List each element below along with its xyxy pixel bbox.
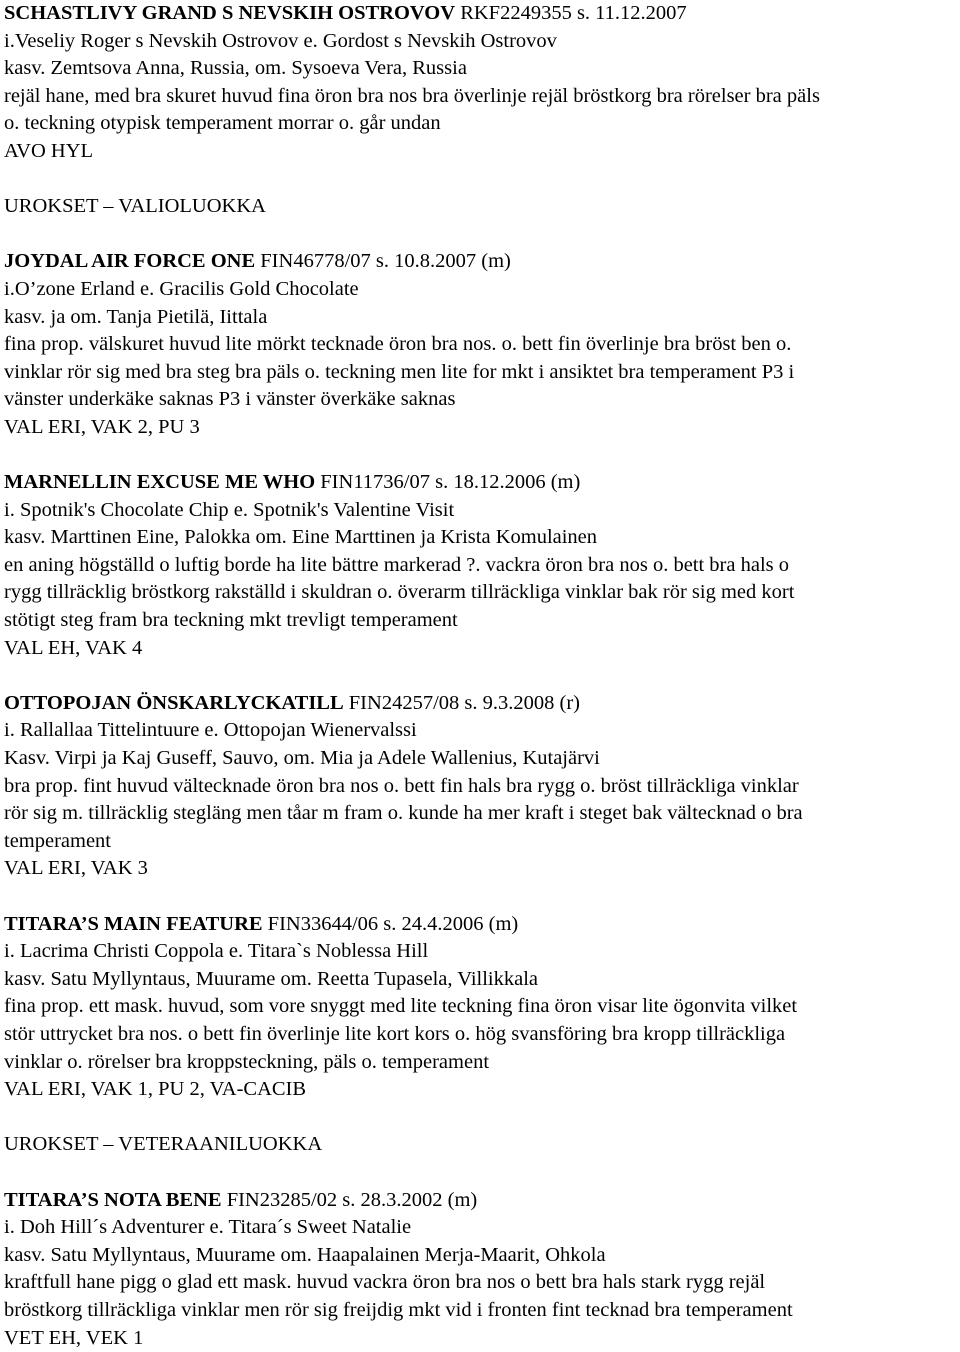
registration-info: FIN23285/02 s. 28.3.2002 (m): [222, 1189, 478, 1211]
line-text: i.O’zone Erland e. Gracilis Gold Chocolate: [4, 278, 359, 300]
entry-heading-line: [4, 0, 956, 28]
line-text: Kasv. Virpi ja Kaj Guseff, Sauvo, om. Mia ja Adele Wallenius, Kutajärvi: [4, 747, 600, 769]
text-line: [4, 1214, 956, 1242]
line-text: rör sig m. tillräcklig stegläng men tåar m fram o. kunde ha mer kraft i steget bak vältecknad o bra: [4, 802, 803, 824]
blank-line: [4, 662, 956, 690]
text-line: [4, 193, 956, 221]
line-text: i. Doh Hill´s Adventurer e. Titara´s Sweet Natalie: [4, 1216, 411, 1238]
text-line: [4, 497, 956, 525]
line-text: kraftfull hane pigg o glad ett mask. huvud vackra öron bra nos o bett bra hals stark rygg rejäl: [4, 1271, 765, 1293]
line-text: o. teckning otypisk temperament morrar o. går undan: [4, 112, 441, 134]
line-text: VET EH, VEK 1: [4, 1327, 143, 1349]
text-line: [4, 1269, 956, 1297]
blank-line: [4, 221, 956, 249]
line-text: VAL EH, VAK 4: [4, 637, 142, 659]
line-text: kasv. Zemtsova Anna, Russia, om. Sysoeva Vera, Russia: [4, 57, 467, 79]
entry-heading-line: [4, 469, 956, 497]
text-line: [4, 138, 956, 166]
text-line: [4, 1131, 956, 1159]
line-text: i. Lacrima Christi Coppola e. Titara`s Noblessa Hill: [4, 940, 428, 962]
text-line: [4, 745, 956, 773]
registration-info: FIN46778/07 s. 10.8.2007 (m): [255, 250, 511, 272]
blank-line: [4, 883, 956, 911]
line-text: kasv. Satu Myllyntaus, Muurame om. Reetta Tupasela, Villikkala: [4, 968, 538, 990]
line-text: AVO HYL: [4, 140, 93, 162]
text-line: [4, 524, 956, 552]
text-line: [4, 414, 956, 442]
line-text: vinklar rör sig med bra steg bra päls o. teckning men lite for mkt i ansiktet bra temperament P3 i: [4, 361, 794, 383]
line-text: UROKSET – VETERAANILUOKKA: [4, 1133, 322, 1155]
line-text: vinklar o. rörelser bra kroppsteckning, päls o. temperament: [4, 1051, 489, 1073]
line-text: kasv. Satu Myllyntaus, Muurame om. Haapalainen Merja-Maarit, Ohkola: [4, 1244, 606, 1266]
text-line: [4, 83, 956, 111]
dog-name: TITARA’S NOTA BENE: [4, 1189, 222, 1211]
dog-name: TITARA’S MAIN FEATURE: [4, 913, 263, 935]
text-line: [4, 1076, 956, 1104]
text-line: [4, 331, 956, 359]
text-line: [4, 28, 956, 56]
line-text: i. Rallallaa Tittelintuure e. Ottopojan Wienervalssi: [4, 719, 417, 741]
text-line: [4, 855, 956, 883]
line-text: temperament: [4, 830, 111, 852]
text-line: [4, 828, 956, 856]
line-text: rygg tillräcklig bröstkorg rakställd i skuldran o. överarm tillräckliga vinklar bak rör sig med kort: [4, 581, 794, 603]
text-line: [4, 1242, 956, 1270]
line-text: kasv. ja om. Tanja Pietilä, Iittala: [4, 306, 267, 328]
text-line: [4, 607, 956, 635]
registration-info: FIN24257/08 s. 9.3.2008 (r): [344, 692, 580, 714]
entry-heading-line: [4, 248, 956, 276]
line-text: en aning högställd o luftig borde ha lite bättre markerad ?. vackra öron bra nos o. bett bra hals o: [4, 554, 789, 576]
line-text: i.Veseliy Roger s Nevskih Ostrovov e. Gordost s Nevskih Ostrovov: [4, 30, 557, 52]
dog-name: MARNELLIN EXCUSE ME WHO: [4, 471, 315, 493]
text-line: [4, 552, 956, 580]
line-text: bra prop. fint huvud vältecknade öron bra nos o. bett fin hals bra rygg o. bröst tillräckliga vinklar: [4, 775, 799, 797]
registration-info: FIN11736/07 s. 18.12.2006 (m): [315, 471, 580, 493]
blank-line: [4, 166, 956, 194]
text-line: [4, 1021, 956, 1049]
blank-line: [4, 1104, 956, 1132]
entry-heading-line: [4, 1187, 956, 1215]
dog-name: SCHASTLIVY GRAND S NEVSKIH OSTROVOV: [4, 2, 455, 24]
text-line: [4, 110, 956, 138]
line-text: vänster underkäke saknas P3 i vänster överkäke saknas: [4, 388, 455, 410]
text-line: [4, 276, 956, 304]
dog-name: JOYDAL AIR FORCE ONE: [4, 250, 255, 272]
entry-heading-line: [4, 690, 956, 718]
line-text: VAL ERI, VAK 2, PU 3: [4, 416, 200, 438]
line-text: rejäl hane, med bra skuret huvud fina öron bra nos bra överlinje rejäl bröstkorg bra rörelser bra päls: [4, 85, 820, 107]
line-text: VAL ERI, VAK 1, PU 2, VA-CACIB: [4, 1078, 306, 1100]
line-text: bröstkorg tillräckliga vinklar men rör sig freijdig mkt vid i fronten fint tecknad bra temperament: [4, 1299, 793, 1321]
blank-line: [4, 1159, 956, 1187]
text-line: [4, 1049, 956, 1077]
line-text: UROKSET – VALIOLUOKKA: [4, 195, 266, 217]
text-line: [4, 635, 956, 663]
line-text: kasv. Marttinen Eine, Palokka om. Eine Marttinen ja Krista Komulainen: [4, 526, 597, 548]
registration-info: RKF2249355 s. 11.12.2007: [455, 2, 687, 24]
line-text: VAL ERI, VAK 3: [4, 857, 148, 879]
line-text: stötigt steg fram bra teckning mkt trevligt temperament: [4, 609, 458, 631]
text-line: [4, 966, 956, 994]
line-text: fina prop. ett mask. huvud, som vore snyggt med lite teckning fina öron visar lite ögonvita vilket: [4, 995, 797, 1017]
line-text: i. Spotnik's Chocolate Chip e. Spotnik's Valentine Visit: [4, 499, 454, 521]
text-line: [4, 938, 956, 966]
document-page: [4, 0, 956, 1352]
text-line: [4, 579, 956, 607]
line-text: fina prop. välskuret huvud lite mörkt tecknade öron bra nos. o. bett fin överlinje bra bröst ben o.: [4, 333, 791, 355]
entry-heading-line: [4, 911, 956, 939]
text-line: [4, 773, 956, 801]
registration-info: FIN33644/06 s. 24.4.2006 (m): [263, 913, 519, 935]
text-line: [4, 800, 956, 828]
dog-name: OTTOPOJAN ÖNSKARLYCKATILL: [4, 692, 344, 714]
text-line: [4, 993, 956, 1021]
blank-line: [4, 442, 956, 470]
text-line: [4, 717, 956, 745]
text-line: [4, 55, 956, 83]
text-line: [4, 359, 956, 387]
text-line: [4, 1297, 956, 1325]
text-line: [4, 304, 956, 332]
line-text: stör uttrycket bra nos. o bett fin överlinje lite kort kors o. hög svansföring bra kropp tillräckliga: [4, 1023, 785, 1045]
text-line: [4, 386, 956, 414]
